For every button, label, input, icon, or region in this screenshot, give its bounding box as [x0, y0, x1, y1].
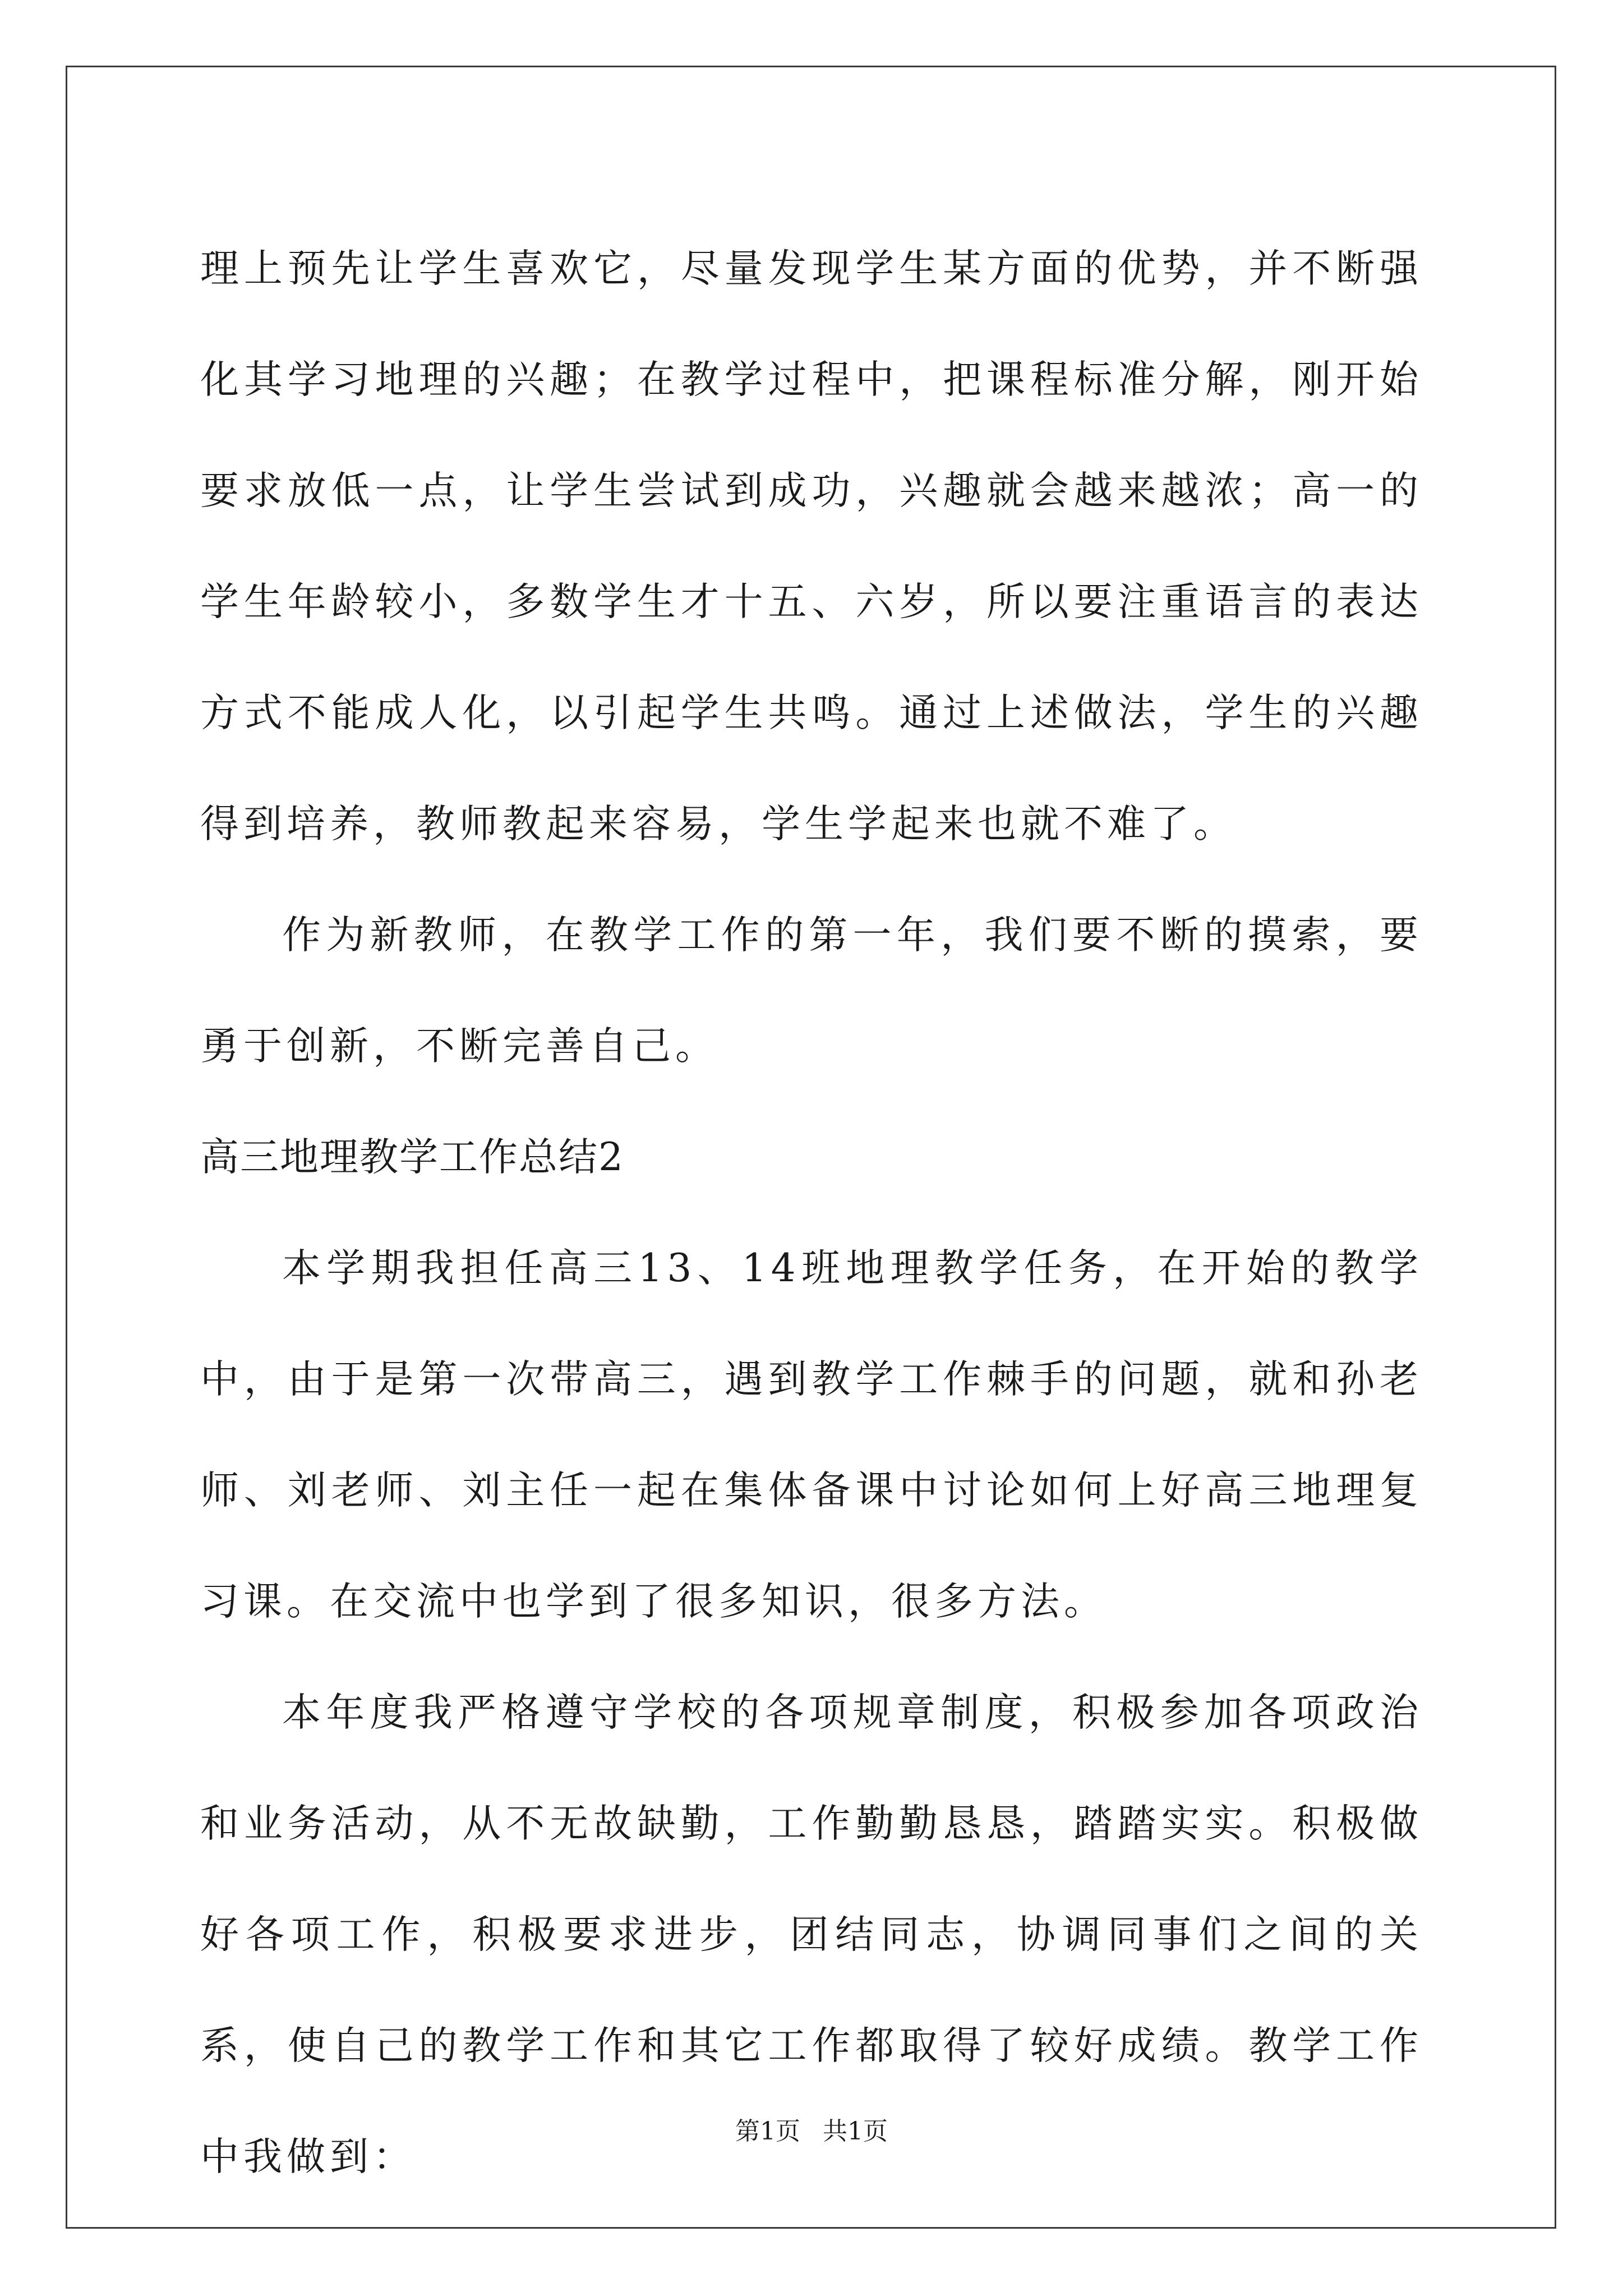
paragraph-new-teacher: 作为新教师，在教学工作的第一年，我们要不断的摸索，要勇于创新，不断完善自己。	[200, 913, 1423, 1069]
page-number-current: 第1页	[735, 2117, 800, 2146]
section-title: 高三地理教学工作总结2	[200, 1135, 624, 1180]
page-footer	[0, 2115, 1623, 2148]
page-number-total: 共1页	[823, 2117, 888, 2146]
paragraph-semester: 本学期我担任高三13、14班地理教学任务，在开始的教学中，由于是第一次带高三，遇到教学工作棘手的问题，就和孙老师、刘老师、刘主任一起在集体备课中讨论如何上好高三地理复习课。在交流中也学到了很多知识，很多方法。	[200, 1246, 1423, 1624]
document-body	[200, 213, 1423, 2212]
paragraph-annual: 本年度我严格遵守学校的各项规章制度，积极参加各项政治和业务活动，从不无故缺勤，工作勤勤恳恳，踏踏实实。积极做好各项工作，积极要求进步，团结同志，协调同事们之间的关系，使自己的教学工作和其它工作都取得了较好成绩。教学工作中我做到：	[200, 1690, 1423, 2179]
paragraph-continuation: 理上预先让学生喜欢它，尽量发现学生某方面的优势，并不断强化其学习地理的兴趣；在教学过程中，把课程标准分解，刚开始要求放低一点，让学生尝试到成功，兴趣就会越来越浓；高一的学生年龄较小，多数学生才十五、六岁，所以要注重语言的表达方式不能成人化，以引起学生共鸣。通过上述做法，学生的兴趣得到培养，教师教起来容易，学生学起来也就不难了。	[200, 246, 1423, 846]
